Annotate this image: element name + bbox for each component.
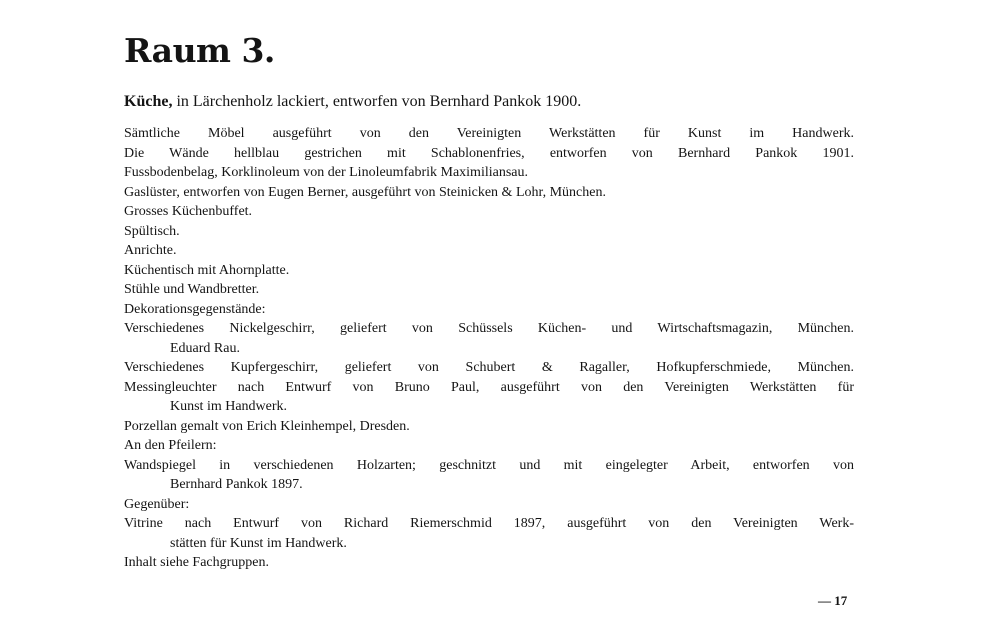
entry-line: An den Pfeilern: <box>124 438 217 453</box>
inventory-entry <box>124 261 854 281</box>
entry-line: Anrichte. <box>124 243 177 258</box>
subtitle-lead: Küche, <box>124 93 173 110</box>
entry-line-continuation: Kunst im Handwerk. <box>170 399 288 414</box>
entry-line: Sämtliche Möbel ausgeführt von den Vereinigten Werkstätten für Kunst im Handwerk. <box>124 126 854 141</box>
inventory-entry <box>124 514 854 553</box>
entry-line: Küchentisch mit Ahornplatte. <box>124 262 290 278</box>
entry-line-continuation: Eduard Rau. <box>170 340 240 356</box>
inventory-entry <box>124 495 854 515</box>
entry-line: Stühle und Wandbretter. <box>124 282 260 297</box>
inventory-entry <box>124 183 854 203</box>
inventory-entry <box>124 300 854 320</box>
room-subtitle <box>124 92 581 112</box>
entry-line: Spültisch. <box>124 223 180 239</box>
inventory-entry <box>124 222 854 242</box>
entry-line: Porzellan gemalt von Erich Kleinhempel, Dresden. <box>124 418 410 434</box>
entry-line-continuation: stätten für Kunst im Handwerk. <box>170 535 347 551</box>
entry-line: Wandspiegel in verschiedenen Holzarten; geschnitzt und mit eingelegter Arbeit, entworfen von <box>124 457 854 473</box>
entry-line: Gegenüber: <box>124 496 190 512</box>
entry-line: Fussbodenbelag, Korklinoleum von der Linoleumfabrik Maximiliansau. <box>124 165 528 180</box>
inventory-entry <box>124 241 854 261</box>
inventory-entry <box>124 436 854 456</box>
entry-line: Dekorationsgegenstände: <box>124 301 266 317</box>
inventory-entry <box>124 319 854 358</box>
entry-line: Vitrine nach Entwurf von Richard Riemerschmid 1897, ausgeführt von den Vereinigten Werk- <box>124 516 854 531</box>
inventory-list <box>124 124 854 573</box>
inventory-entry <box>124 417 854 437</box>
entry-line: Grosses Küchenbuffet. <box>124 204 253 219</box>
inventory-entry <box>124 456 854 495</box>
inventory-entry <box>124 280 854 300</box>
inventory-entry <box>124 124 854 144</box>
page-heading: Raum 3. <box>124 31 275 70</box>
entry-line: Gaslüster, entworfen von Eugen Berner, ausgeführt von Steinicken & Lohr, München. <box>124 184 606 200</box>
inventory-entry <box>124 163 854 183</box>
inventory-entry <box>124 144 854 164</box>
entry-line: Inhalt siehe Fachgruppen. <box>124 555 270 570</box>
inventory-entry <box>124 202 854 222</box>
entry-line: Verschiedenes Nickelgeschirr, geliefert von Schüssels Küchen- und Wirtschaftsmagazin, München. <box>124 321 854 336</box>
entry-line: Die Wände hellblau gestrichen mit Schablonenfries, entworfen von Bernhard Pankok 1901. <box>124 145 854 161</box>
entry-line: Verschiedenes Kupfergeschirr, geliefert von Schubert & Ragaller, Hofkupferschmiede, München. <box>124 360 854 375</box>
inventory-entry <box>124 378 854 417</box>
inventory-entry <box>124 358 854 378</box>
inventory-entry <box>124 553 854 573</box>
page-number: — 17 <box>818 593 848 608</box>
subtitle-rest: in Lärchenholz lackiert, entworfen von Bernhard Pankok 1900. <box>172 93 582 110</box>
entry-line: Messingleuchter nach Entwurf von Bruno Paul, ausgeführt von den Vereinigten Werkstätten für <box>124 379 854 395</box>
entry-line-continuation: Bernhard Pankok 1897. <box>170 477 303 492</box>
